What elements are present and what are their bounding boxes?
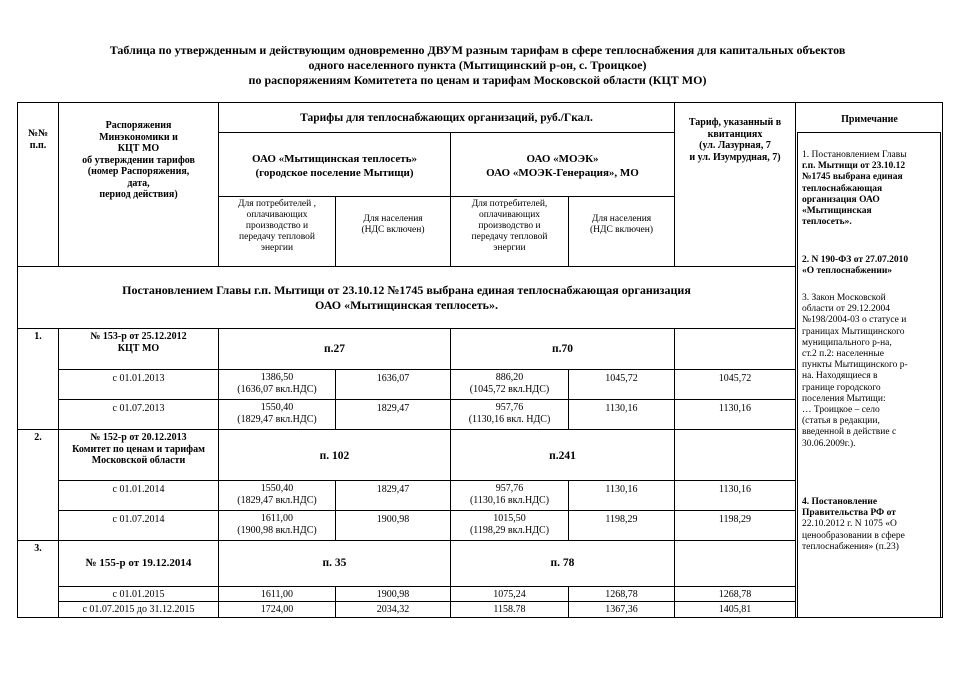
row-period: с 01.01.2015 [112, 589, 165, 600]
cell-org2-consumers: 957,76 (1130,16 вкл. НДС) [468, 402, 551, 425]
cell-receipt: 1130,16 [718, 403, 752, 414]
cell-org1-population: 1636,07 [376, 373, 410, 384]
cell-org2-consumers: 1075,24 [493, 589, 526, 600]
header-tariffs: Тарифы для теплоснабжающих организаций, руб./Гкал. [300, 112, 593, 124]
cell-org1-consumers: 1724,00 [260, 604, 294, 615]
cell-receipt: 1045,72 [718, 373, 752, 384]
section-order: № 152-р от 20.12.2013 Комитет по ценам и тарифам Московской области [72, 432, 205, 466]
cell-org2-population: 1045,72 [605, 373, 638, 384]
cell-org1-population: 1829,47 [376, 484, 410, 495]
row-period: с 01.07.2015 до 31.12.2015 [82, 604, 195, 615]
section-point-org1: п. 35 [322, 557, 347, 569]
cell-org2-consumers: 1015,50 (1198,29 вкл.НДС) [469, 513, 550, 536]
header-num: №№ п.п. [27, 128, 49, 151]
section-point-org1: п. 102 [319, 450, 350, 462]
section-num: 2. [34, 432, 42, 443]
subheader-population-1: Для населения (НДС включен) [361, 214, 425, 235]
cell-org2-consumers: 886,20 (1045,72 вкл.НДС) [469, 372, 550, 395]
header-orders: Распоряжения Минэкономики и КЦТ МО об утверждении тарифов (номер Распоряжения, дата, период действия) [82, 120, 195, 200]
banner-row: Постановлением Главы г.п. Мытищи от 23.10.12 №1745 выбрана единая теплоснабжающая организация ОАО «Мытищинская теплосеть». [122, 283, 691, 312]
cell-org2-population: 1198,29 [605, 514, 638, 525]
row-period: с 01.07.2014 [112, 514, 165, 525]
cell-org1-consumers: 1611,00 [260, 589, 294, 600]
note-2: 2. N 190-ФЗ от 27.07.2010 «О теплоснабжении» [802, 255, 909, 277]
cell-org2-population: 1367,36 [605, 604, 638, 615]
cell-org1-consumers: 1386,50 (1636,07 вкл.НДС) [237, 372, 317, 395]
section-point-org2: п. 78 [550, 557, 575, 569]
row-period: с 01.07.2013 [112, 403, 165, 414]
cell-org2-consumers: 957,76 (1130,16 вкл.НДС) [469, 483, 550, 506]
note-3: 3. Закон Московской области от 29.12.2004 №198/2004-03 о статусе и границах Мытищинского муниципального р-на, ст.2 п.2: населенные пункты Мытищинского р- на. Находящиеся в границе городского поселения Мытищи: … Троицкое – село (статья в редакции, введенной в действие с 30.06.2009г.). [802, 293, 908, 449]
cell-org1-consumers: 1550,40 (1829,47 вкл.НДС) [237, 402, 317, 425]
cell-org2-population: 1130,16 [605, 484, 638, 495]
cell-org1-population: 1900,98 [376, 514, 410, 525]
section-order: № 153-р от 25.12.2012 КЦТ МО [90, 331, 187, 354]
cell-receipt: 1198,29 [718, 514, 752, 525]
note-4: 4. Постановление Правительства РФ от 22.10.2012 г. N 1075 «О ценообразовании в сфере теплоснабжения» (п.23) [802, 497, 905, 552]
subheader-consumers-2: Для потребителей, оплачивающих производство и передачу тепловой энергии [471, 199, 548, 253]
cell-org1-consumers: 1550,40 (1829,47 вкл.НДС) [237, 483, 317, 506]
cell-org2-consumers: 1158.78 [493, 604, 526, 615]
section-point-org1: п.27 [323, 343, 345, 355]
cell-org2-population: 1268,78 [605, 589, 638, 600]
section-num: 3. [34, 543, 42, 554]
cell-org1-population: 2034,32 [376, 604, 410, 615]
note-1: 1. Постановлением Главы г.п. Мытищи от 23.10.12 №1745 выбрана единая теплоснабжающая организация ОАО «Мытищинская теплосеть». [802, 150, 907, 228]
header-org2: ОАО «МОЭК» ОАО «МОЭК-Генерация», МО [486, 153, 639, 179]
doc-title-line1: Таблица по утвержденным и действующим одновременно ДВУМ разным тарифам в сфере теплоснабжения для капитальных объектов [109, 43, 846, 57]
row-period: с 01.01.2013 [112, 373, 165, 384]
header-note: Примечание [841, 114, 898, 125]
doc-title-line2: одного населенного пункта (Мытищинский р-он, с. Троицкое) [308, 58, 647, 72]
section-point-org2: п.70 [551, 343, 573, 355]
cell-org2-population: 1130,16 [605, 403, 638, 414]
section-point-org2: п.241 [549, 450, 576, 462]
section-order: № 155-р от 19.12.2014 [85, 557, 192, 569]
section-num: 1. [34, 331, 42, 342]
subheader-population-2: Для населения (НДС включен) [589, 214, 654, 235]
subheader-consumers-1: Для потребителей , оплачивающих производство и передачу тепловой энергии [238, 199, 316, 253]
cell-org1-population: 1829,47 [376, 403, 410, 414]
header-org1: ОАО «Мытищинская теплосеть» (городское поселение Мытищи) [251, 153, 418, 179]
row-period: с 01.01.2014 [112, 484, 165, 495]
cell-org1-consumers: 1611,00 (1900,98 вкл.НДС) [237, 513, 317, 536]
cell-receipt: 1405,81 [718, 604, 752, 615]
cell-org1-population: 1900,98 [376, 589, 410, 600]
cell-receipt: 1130,16 [718, 484, 752, 495]
header-receipt: Тариф, указанный в квитанциях (ул. Лазурная, 7 и ул. Изумрудная, 7) [688, 117, 782, 163]
cell-receipt: 1268,78 [718, 589, 752, 600]
doc-title-line3: по распоряжениям Комитетета по ценам и тарифам Московской области (КЦТ МО) [248, 73, 707, 87]
